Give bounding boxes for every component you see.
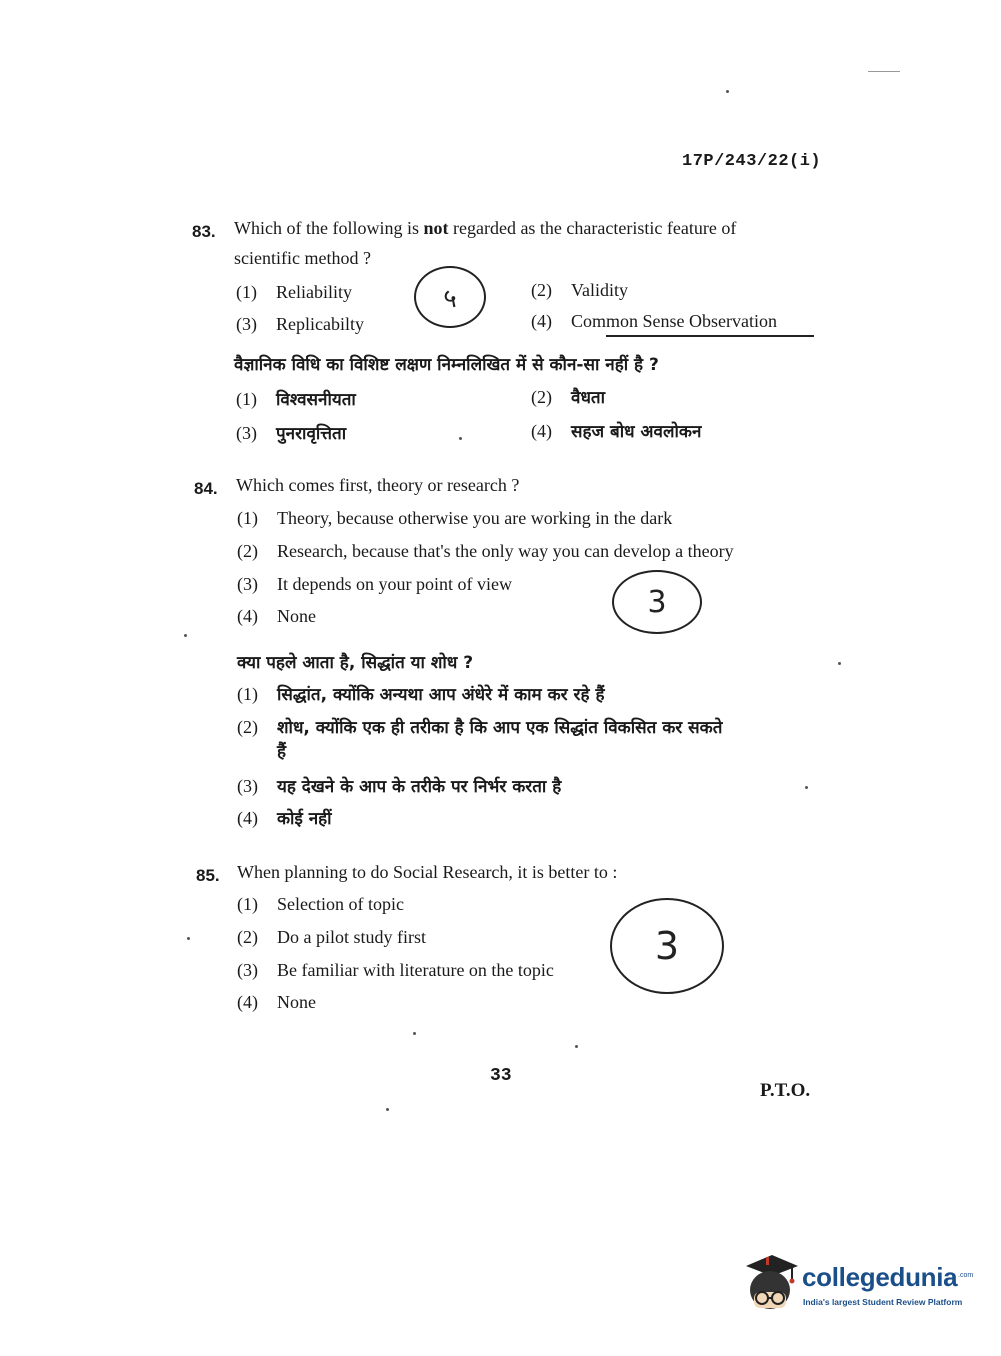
option-text: Do a pilot study first (277, 927, 426, 947)
option-text: शोध, क्योंकि एक ही तरीका है कि आप एक सिद्धांत विकसित कर सकते (277, 718, 723, 738)
page-number: 33 (490, 1066, 512, 1086)
option-text: None (277, 606, 316, 626)
option-number: (2) (237, 717, 258, 737)
q83-text-line2: scientific method ? (234, 248, 371, 268)
q83-text-part: Which of the following is (234, 218, 424, 238)
q84-hindi-option-2-cont: हैं (277, 742, 287, 762)
q83-text-bold: not (423, 218, 449, 238)
q83-hindi-question: वैज्ञानिक विधि का विशिष्ट लक्षण निम्नलिखित में से कौन-सा नहीं है ? (234, 355, 659, 375)
q84-option-2 (237, 541, 734, 562)
q83-handwritten-answer: ५ (414, 266, 486, 328)
scan-speck (838, 662, 841, 665)
q84-handwritten-answer: 3 (612, 570, 702, 634)
scan-speck (726, 90, 729, 93)
q84-hindi-option-3 (237, 774, 561, 797)
q84-hindi-question: क्या पहले आता है, सिद्धांत या शोध ? (237, 653, 474, 673)
scan-speck (413, 1032, 416, 1035)
q83-hindi-option-2 (531, 385, 605, 408)
q83-text (234, 218, 736, 239)
option-text: Theory, because otherwise you are working in the dark (277, 508, 673, 528)
option-text: Common Sense Observation (571, 311, 777, 331)
option-number: (3) (237, 574, 258, 594)
q84-option-4 (237, 606, 316, 627)
scan-speck (386, 1108, 389, 1111)
option-text: यह देखने के आप के तरीके पर निर्भर करता है (277, 777, 562, 797)
q83-option-1 (236, 282, 352, 303)
q83-hindi-option-4 (531, 419, 701, 442)
q83-option-3 (236, 314, 364, 335)
option-number: (4) (237, 606, 258, 626)
q83-number: 83. (192, 222, 216, 241)
q83-option-4 (531, 311, 777, 332)
q84-hindi-option-4 (237, 806, 332, 829)
option-text: Reliability (276, 282, 352, 302)
option-text: विश्वसनीयता (276, 390, 356, 410)
scan-speck (459, 437, 462, 440)
scan-speck (184, 634, 187, 637)
option-number: (4) (237, 992, 258, 1012)
option-text: It depends on your point of view (277, 574, 512, 594)
brand-domain: .com (958, 1272, 974, 1279)
option-text: Research, because that's the only way you can develop a theory (277, 541, 734, 561)
option-text: Selection of topic (277, 894, 404, 914)
brand-name: collegedunia (802, 1262, 958, 1292)
option-text: पुनरावृत्तिता (276, 424, 347, 444)
scan-speck (805, 786, 808, 789)
option-text: सिद्धांत, क्योंकि अन्यथा आप अंधेरे में काम कर रहे हैं (277, 685, 605, 705)
q85-handwritten-answer: 3 (610, 898, 724, 994)
option-number: (3) (237, 960, 258, 980)
option-number: (2) (531, 387, 552, 407)
handwritten-underline (606, 335, 814, 337)
q85-number: 85. (196, 866, 220, 885)
q85-option-4 (237, 992, 316, 1013)
option-text: सहज बोध अवलोकन (571, 422, 702, 442)
option-number: (4) (531, 311, 552, 331)
option-number: (1) (236, 389, 257, 409)
q83-hindi-option-3 (236, 421, 346, 444)
q84-hindi-option-1 (237, 682, 604, 705)
q84-hindi-option-2 (237, 715, 722, 738)
option-text: वैधता (571, 388, 605, 408)
option-number: (4) (531, 421, 552, 441)
q83-text-part: regarded as the characteristic feature of (448, 218, 737, 238)
q85-option-1 (237, 894, 404, 915)
paper-code: 17P/243/22(i) (682, 152, 822, 171)
q84-option-3 (237, 574, 512, 595)
scan-speck (575, 1045, 578, 1048)
brand-tagline: India's largest Student Review Platform (803, 1297, 963, 1307)
scan-speck (187, 937, 190, 940)
scan-line (868, 71, 900, 72)
option-number: (3) (236, 423, 257, 443)
option-text: Be familiar with literature on the topic (277, 960, 554, 980)
option-text: Replicabilty (276, 314, 364, 334)
option-number: (1) (237, 894, 258, 914)
q84-number: 84. (194, 479, 218, 498)
q85-option-2 (237, 927, 426, 948)
option-number: (1) (236, 282, 257, 302)
option-text: None (277, 992, 316, 1012)
q84-option-1 (237, 508, 672, 529)
pto-label: P.T.O. (760, 1080, 811, 1101)
option-number: (2) (237, 927, 258, 947)
q83-option-2 (531, 280, 628, 301)
q85-text: When planning to do Social Research, it is better to : (237, 862, 618, 882)
collegedunia-logo-icon (742, 1252, 800, 1312)
option-text: Validity (571, 280, 628, 300)
q85-option-3 (237, 960, 554, 981)
option-number: (4) (237, 808, 258, 828)
option-number: (2) (531, 280, 552, 300)
option-number: (2) (237, 541, 258, 561)
q83-hindi-option-1 (236, 387, 356, 410)
option-number: (1) (237, 508, 258, 528)
q84-text: Which comes first, theory or research ? (236, 475, 520, 495)
option-text: कोई नहीं (277, 809, 332, 829)
option-number: (3) (236, 314, 257, 334)
option-number: (3) (237, 776, 258, 796)
option-number: (1) (237, 684, 258, 704)
